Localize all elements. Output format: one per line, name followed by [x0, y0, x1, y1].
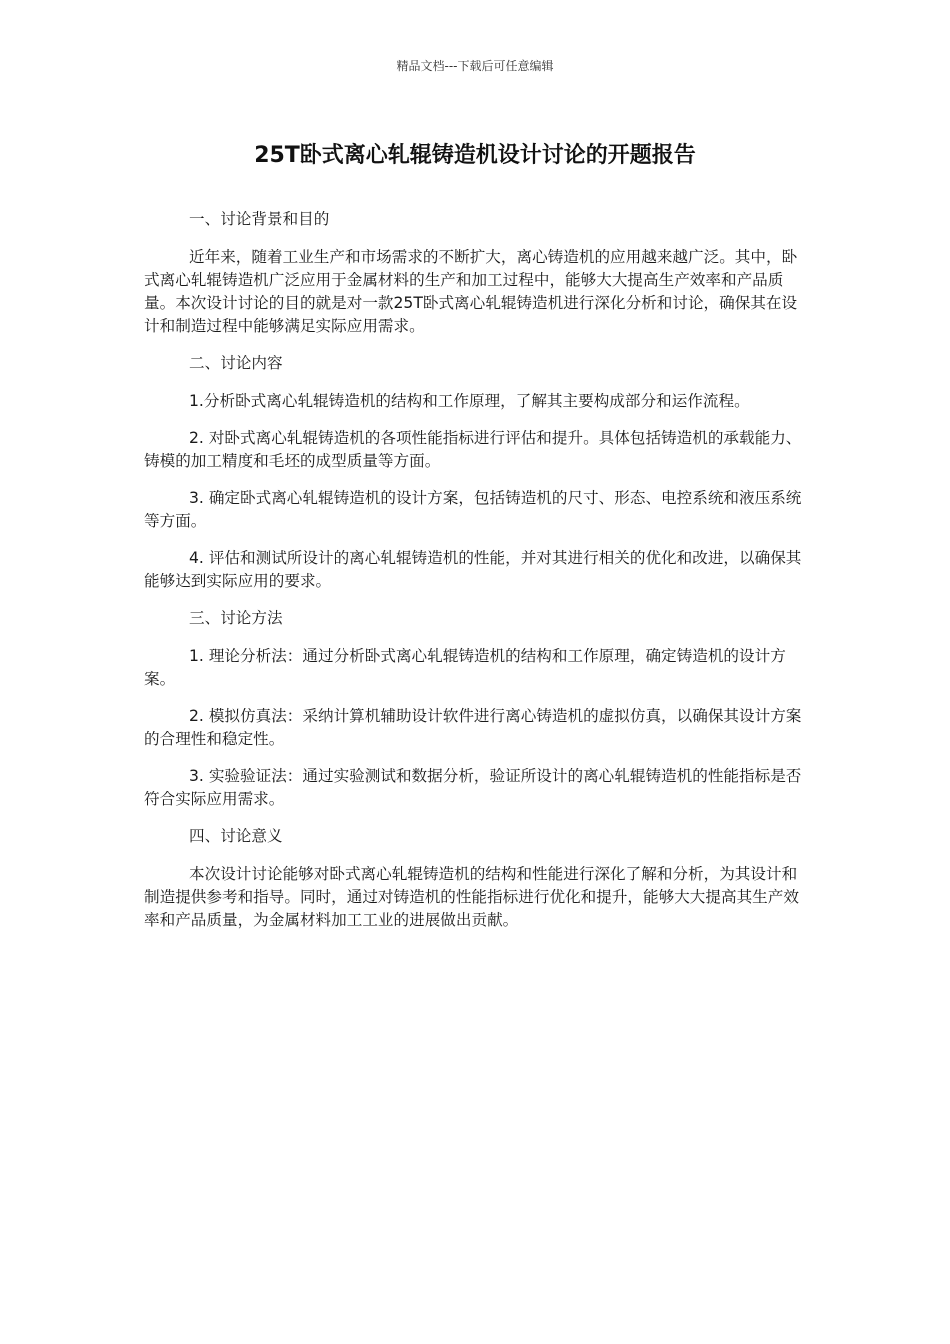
method-item-3: 3. 实验验证法：通过实验测试和数据分析，验证所设计的离心轧辊铸造机的性能指标是否符合实际应用需求。: [144, 767, 802, 808]
content-item-1: 1.分析卧式离心轧辊铸造机的结构和工作原理，了解其主要构成部分和运作流程。: [189, 392, 750, 410]
document-title: 25T卧式离心轧辊铸造机设计讨论的开题报告: [254, 143, 696, 168]
method-item-2: 2. 模拟仿真法：采纳计算机辅助设计软件进行离心铸造机的虚拟仿真，以确保其设计方案的合理性和稳定性。: [144, 707, 802, 748]
content-item-3: 3. 确定卧式离心轧辊铸造机的设计方案，包括铸造机的尺寸、形态、电控系统和液压系统等方面。: [144, 489, 802, 530]
section-heading-methods: 三、讨论方法: [189, 609, 283, 627]
content-item-4: 4. 评估和测试所设计的离心轧辊铸造机的性能，并对其进行相关的优化和改进，以确保其能够达到实际应用的要求。: [144, 549, 802, 590]
page-header-note: 精品文档---下载后可任意编辑: [396, 59, 554, 73]
content-item-2: 2. 对卧式离心轧辊铸造机的各项性能指标进行评估和提升。具体包括铸造机的承载能力、铸模的加工精度和毛坯的成型质量等方面。: [144, 429, 802, 470]
section-heading-significance: 四、讨论意义: [189, 827, 283, 845]
document-body: [144, 208, 808, 946]
paragraph-significance: 本次设计讨论能够对卧式离心轧辊铸造机的结构和性能进行深化了解和分析，为其设计和制造提供参考和指导。同时，通过对铸造机的性能指标进行优化和提升，能够大大提高其生产效率和产品质量，为金属材料加工工业的进展做出贡献。: [144, 865, 799, 929]
paragraph-background: 近年来，随着工业生产和市场需求的不断扩大，离心铸造机的应用越来越广泛。其中，卧式离心轧辊铸造机广泛应用于金属材料的生产和加工过程中，能够大大提高生产效率和产品质量。本次设计讨论的目的就是对一款25T卧式离心轧辊铸造机进行深化分析和讨论，确保其在设计和制造过程中能够满足实际应用需求。: [144, 248, 798, 335]
method-item-1: 1. 理论分析法：通过分析卧式离心轧辊铸造机的结构和工作原理，确定铸造机的设计方案。: [144, 647, 786, 688]
section-heading-background: 一、讨论背景和目的: [189, 210, 330, 228]
section-heading-content: 二、讨论内容: [189, 354, 283, 372]
